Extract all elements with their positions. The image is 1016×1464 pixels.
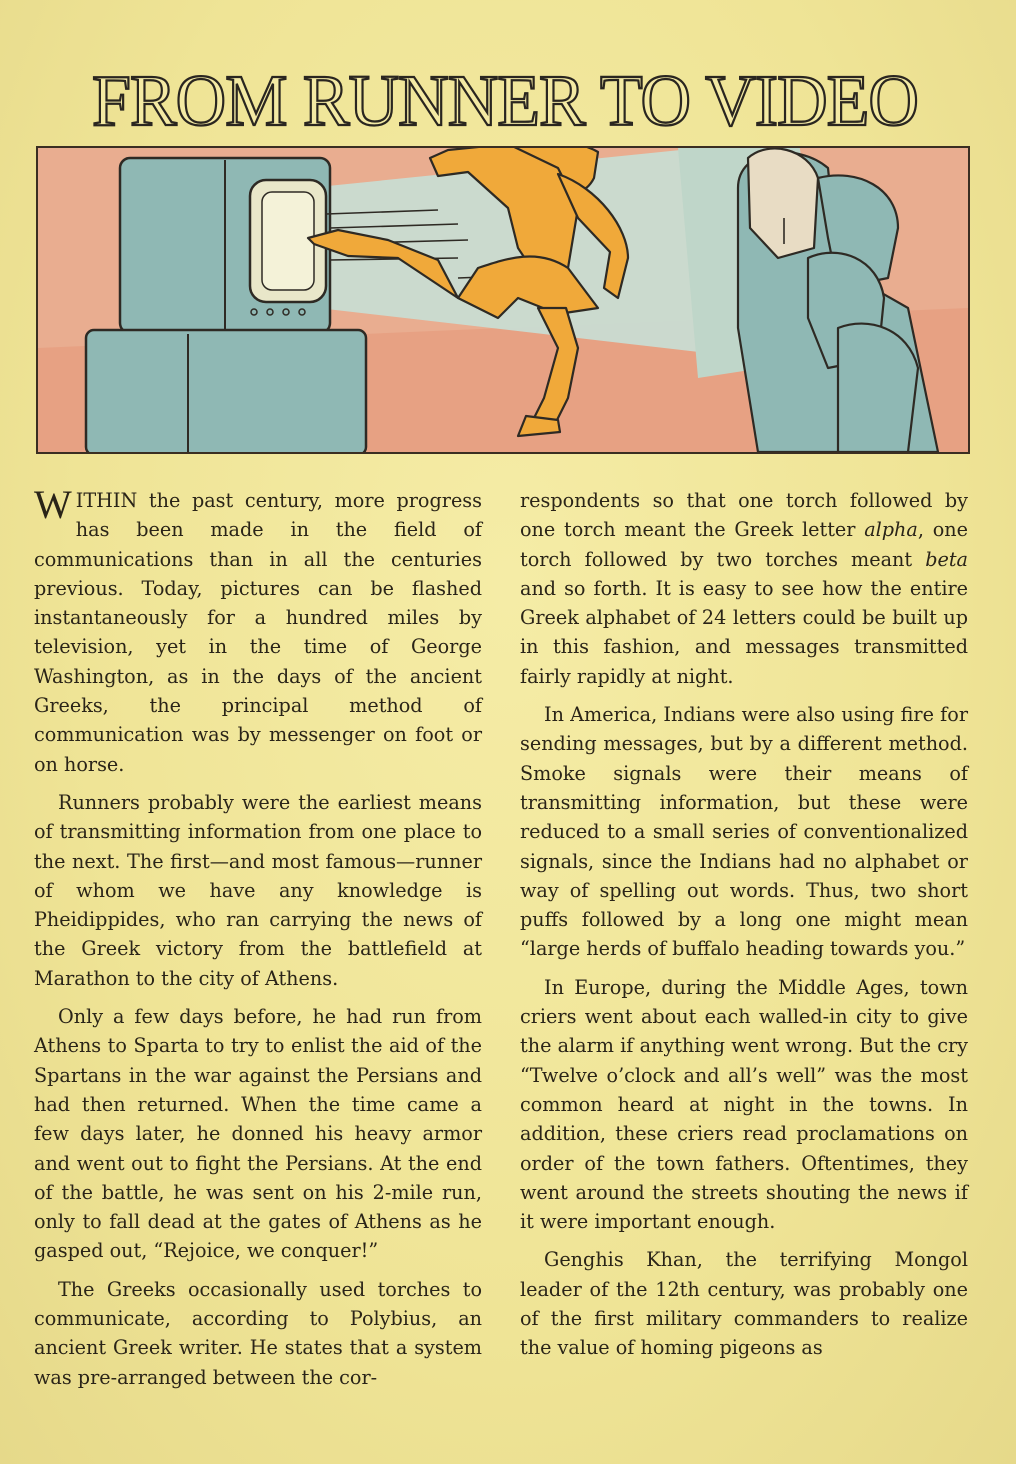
page-title: FROM RUNNER TO VIDEO [92, 61, 918, 142]
paragraph: In Europe, during the Middle Ages, town criers went about each walled-in city to give the alarm if anything went wrong. But the cry “Twelve o’clock and all’s well” was the most common heard at night in the towns. In addition, these criers read proclamations on order of the town fathers. Oftentimes, they went around the streets shouting the news if it were important enough. [520, 975, 968, 1234]
greek-letter-alpha: alpha [864, 518, 918, 542]
illustration [38, 148, 968, 452]
viewers-group-icon [738, 148, 938, 452]
article-column-left [34, 482, 482, 1426]
paragraph-text: the past century, more progress has been made in the field of communications than in all the centuries previous. Today, pictures can be flashed instantaneously for a hundred miles by television, yet in the time of George Washington, as in the days of the ancient Greeks, the principal method of communication was by messenger on foot or on horse. [34, 489, 482, 776]
paragraph: Only a few days before, he had run from Athens to Sparta to try to enlist the aid of the Spartans in the war against the Persians and had then returned. When the time came a few days later, he donned his heavy armor and went out to fight the Persians. At the end of the battle, he was sent on his 2-mile run, only to fall dead at the gates of Athens as he gasped out, “Rejoice, we conquer!” [34, 1005, 482, 1263]
illustration-panel [36, 146, 970, 454]
article-body [34, 482, 968, 1426]
paragraph: The Greeks occasionally used torches to communicate, according to Polybius, an ancient Greek writer. He states that a system was pre-arranged between the cor- [34, 1277, 482, 1389]
greek-letter-beta: beta [925, 547, 968, 571]
television-icon [86, 158, 366, 452]
paragraph-text: respondents so that one torch followed by one torch meant the Greek letter [520, 489, 968, 542]
paragraph: Genghis Khan, the terrifying Mongol leader of the 12th century, was probably one of the first military commanders to realize the value of homing pigeons as [520, 1248, 968, 1360]
paragraph [520, 486, 968, 691]
article-column-right [520, 486, 968, 1426]
drop-cap: W [34, 482, 72, 527]
paragraph-text: , one torch followed by two torches meant [520, 518, 968, 571]
paragraph: In America, Indians were also using fire for sending messages, but by a different method. Smoke signals were their means of transmitting information, but these were reduced to a small series of conventionalized signals, since the Indians had no alphabet or way of spelling out words. Thus, two short puffs followed by a long one might mean “large herds of buffalo heading towards you.” [520, 703, 968, 961]
paragraph-text: and so forth. It is easy to see how the entire Greek alphabet of 24 letters could be built up in this fashion, and messages transmitted fairly rapidly at night. [520, 576, 968, 688]
paragraph: Runners probably were the earliest means of transmitting information from one place to the next. The first—and most famous—runner of whom we have any knowledge is Pheidippides, who ran carrying the news of the Greek victory from the battlefield at Marathon to the city of Athens. [34, 790, 482, 990]
paragraph [34, 482, 482, 779]
lead-in: ITHIN [75, 489, 138, 512]
